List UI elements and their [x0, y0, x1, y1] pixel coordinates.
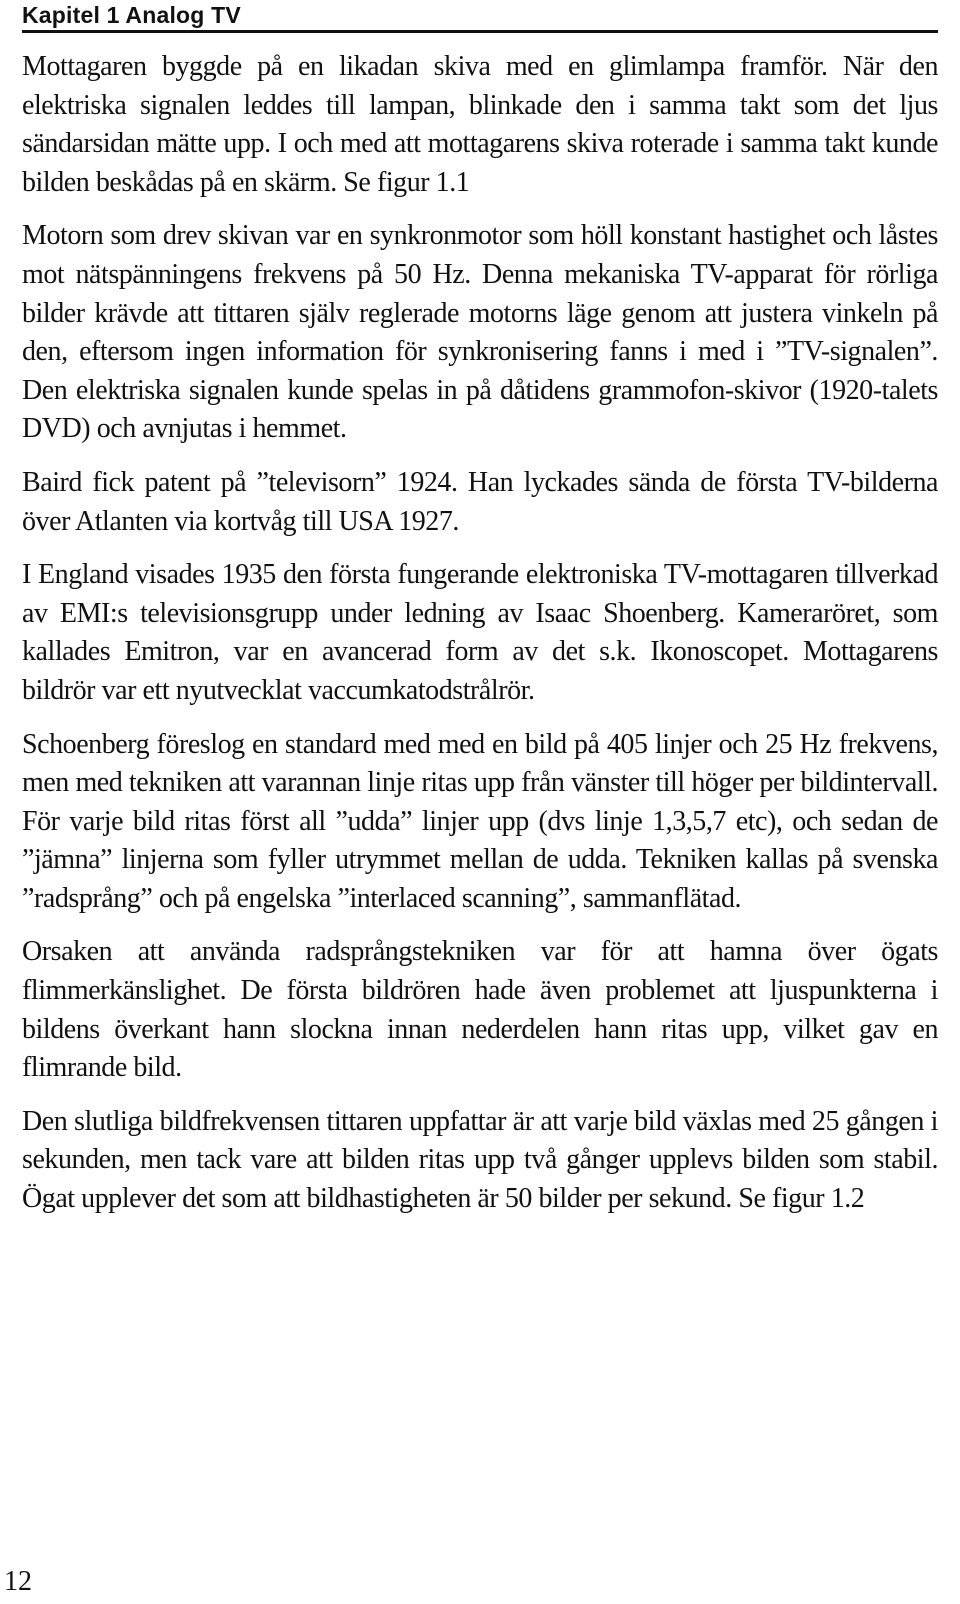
chapter-title: Kapitel 1 Analog TV	[22, 2, 241, 28]
paragraph: Mottagaren byggde på en likadan skiva med en glimlampa framför. När den elektriska signalen leddes till lampan, blinkade den i samma takt som det ljus sändarsidan mätte upp. I och med att mottagarens skiva roterade i samma takt kunde bilden beskådas på en skärm. Se figur 1.1	[22, 51, 938, 198]
chapter-header	[22, 0, 938, 33]
paragraph: Orsaken att använda radsprångstekniken var för att hamna över ögats flimmerkänslighet. De första bildrören hade även problemet att ljuspunkterna i bildens överkant hann slockna innan nederdelen hann ritas upp, vilket gav en flimrande bild.	[22, 936, 938, 1084]
paragraph: Den slutliga bildfrekvensen tittaren uppfattar är att varje bild växlas med 25 gången i sekunden, men tack vare att bilden ritas upp två gånger upplevs bilden som stabil. Ögat upplever det som att bildhastigheten är 50 bilder per sekund. Se figur 1.2	[22, 1105, 938, 1215]
page-number: 12	[4, 1566, 32, 1597]
paragraph: Baird fick patent på ”televisorn” 1924. Han lyckades sända de första TV-bilderna över Atlanten via kortvåg till USA 1927.	[22, 466, 938, 537]
paragraph: Motorn som drev skivan var en synkronmotor som höll konstant hastighet och låstes mot nätspänningens frekvens på 50 Hz. Denna mekaniska TV-apparat för rörliga bilder krävde att tittaren själv reglerade motorns läge genom att justera vinkeln på den, eftersom ingen information för synkronisering fanns i med i ”TV-signalen”. Den elektriska signalen kunde spelas in på dåtidens grammofon-skivor (1920-talets DVD) och avnjutas i hemmet.	[22, 220, 938, 445]
paragraph: Schoenberg föreslog en standard med med en bild på 405 linjer och 25 Hz frekvens, men med tekniken att varannan linje ritas upp från vänster till höger per bildintervall. För varje bild ritas först all ”udda” linjer upp (dvs linje 1,3,5,7 etc), och sedan de ”jämna” linjerna som fyller utrymmet mellan de udda. Tekniken kallas på svenska ”radsprång” och på engelska ”interlaced scanning”, sammanflätad.	[22, 728, 938, 914]
body-text	[22, 48, 938, 1234]
paragraph: I England visades 1935 den första fungerande elektroniska TV-mottagaren tillverkad av EMI:s televisionsgrupp under ledning av Isaac Shoenberg. Kameraröret, som kallades Emitron, var en avancerad form av det s.k. Ikonoscopet. Mottagarens bildrör var ett nyutvecklat vaccumkatodstrålrör.	[22, 559, 938, 706]
